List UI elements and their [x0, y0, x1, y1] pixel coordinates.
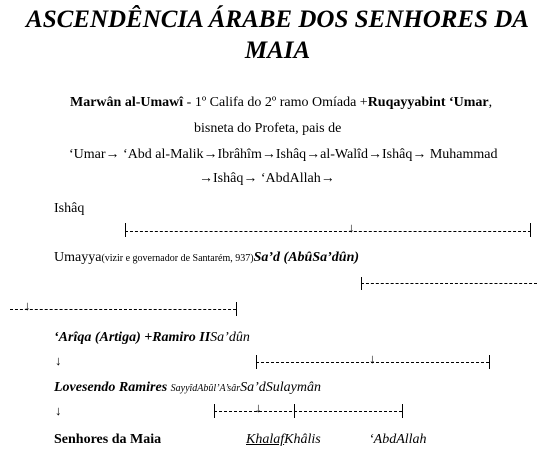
connector-left-arrow: ↓ [24, 298, 31, 313]
intro-line-chain-1: ‘Umar→ ‘Abd al-Malik→Ibrâhîm→Ishâq→al-Walîd→Ishâq→ Muhammad [69, 147, 498, 162]
node-khalaf-khalis [246, 433, 321, 447]
connector-sulayman-tick-mid [294, 404, 295, 418]
arrow-lovesendo-down: ↓ [55, 403, 62, 418]
umayya-note: (vizir e governador de Santarém, 937) [101, 253, 254, 264]
node-umayya: Umayya [54, 250, 102, 265]
connector-sulayman-tick-left [214, 404, 215, 418]
node-ariqa-line [54, 331, 250, 345]
connector-tick-left [125, 223, 126, 237]
node-ariqa-ramiro: ‘Arîqa (Artiga) +Ramiro II [54, 330, 211, 345]
node-sadun: Sa’dûn [210, 330, 250, 345]
connector-ishaq-children [125, 231, 531, 232]
connector-arrow-down: ↓ [348, 220, 355, 235]
node-sad: Sa’d (AbûSa’dûn) [253, 250, 360, 265]
page-title-line-2: MAIA [244, 37, 311, 64]
connector-sulayman-children [214, 411, 402, 412]
node-lovesendo-line [54, 381, 321, 395]
node-sayyid: SayyîdAbûl’A’sâr [170, 383, 241, 394]
node-sad-sulayman: Sa’dSulaymân [240, 380, 321, 395]
marwan-name: Marwân al-Umawî [70, 95, 184, 110]
connector-sad-tick [361, 277, 362, 290]
connector-sad-children [361, 283, 537, 284]
connector-left-tick [236, 302, 237, 316]
node-umayya-line [54, 251, 359, 265]
marwan-description: - 1º Califa do 2º ramo Omíada + [183, 95, 368, 110]
connector-left-row [10, 309, 236, 310]
ruqayya-name: Ruqayyabint ‘Umar [367, 95, 489, 110]
connector-sadun-tick-left [256, 355, 257, 369]
node-lovesendo: Lovesendo Ramires [54, 380, 171, 395]
connector-tick-right [530, 223, 531, 237]
node-ishaq: Ishâq [54, 201, 85, 216]
node-abdallah: ‘AbdAllah [369, 432, 427, 447]
connector-sulayman-tick-right [402, 404, 403, 418]
node-khalis: Khâlis [284, 432, 321, 447]
arrow-ariqa-down: ↓ [55, 353, 62, 368]
node-senhores-da-maia: Senhores da Maia [54, 432, 162, 447]
intro-line-chain-2: →Ishâq→ ‘AbdAllah→ [199, 171, 335, 186]
node-khalaf: Khalaf [246, 432, 285, 447]
intro-line-marwan [70, 96, 492, 110]
connector-sadun-tick-right [489, 355, 490, 369]
connector-sulayman-arrow: ↓ [255, 400, 262, 415]
page-title-line-1: ASCENDÊNCIA ÁRABE DOS SENHORES DA [26, 6, 529, 33]
connector-sadun-arrow: ↓ [369, 351, 376, 366]
intro-line-bisneta: bisneta do Profeta, pais de [194, 121, 342, 136]
ruqayya-comma: , [488, 95, 493, 110]
